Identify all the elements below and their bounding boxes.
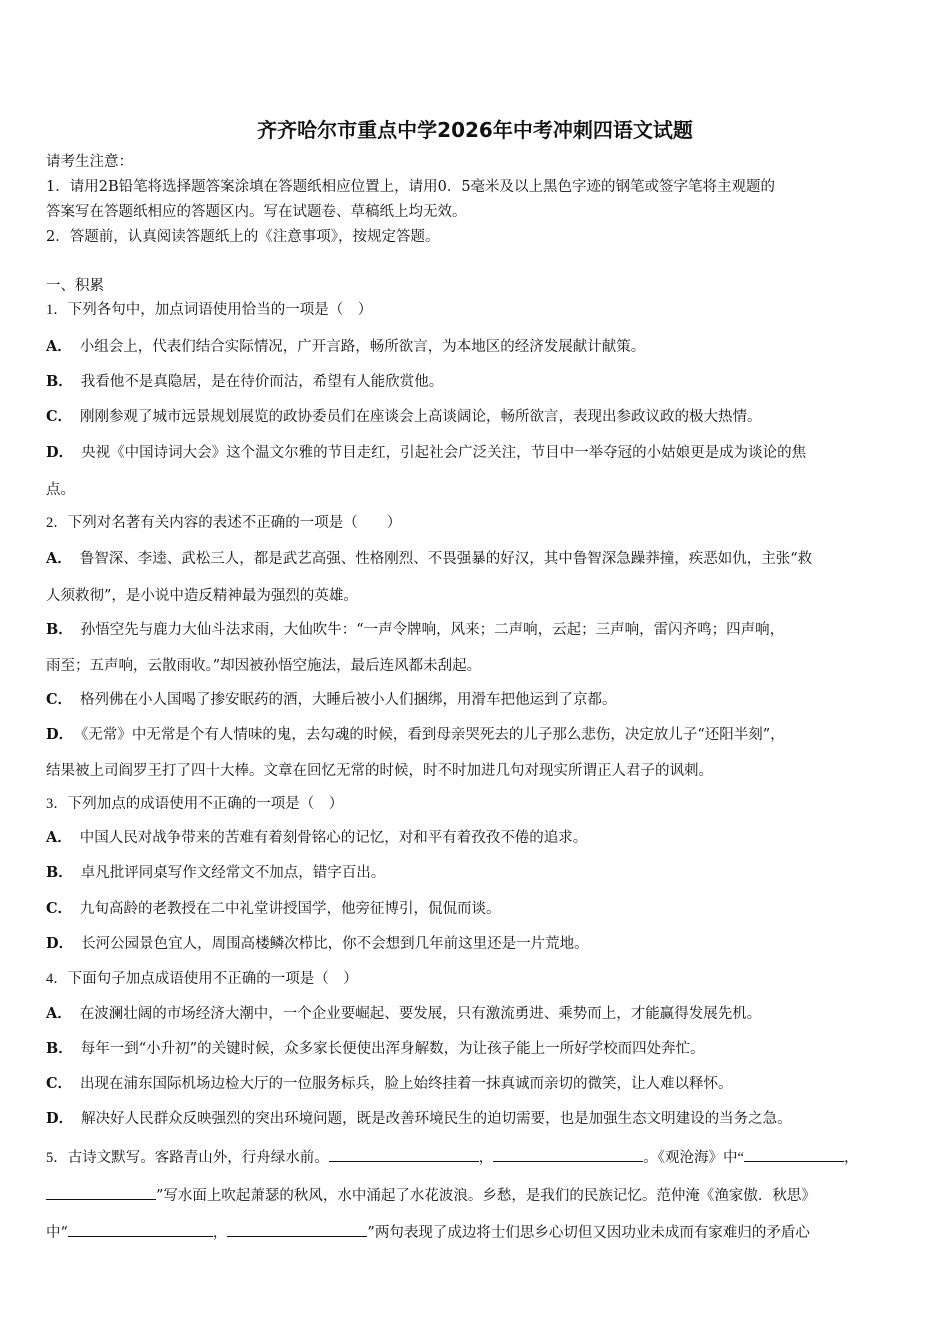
blank-line: [46, 1185, 156, 1200]
question-2-stem: 2．下列对名著有关内容的表述不正确的一项是（ ）: [46, 515, 402, 531]
blank-line: [744, 1147, 844, 1162]
question-1-stem: 1．下列各句中，加点词语使用恰当的一项是（ ）: [46, 302, 373, 318]
blank-line: [68, 1222, 213, 1237]
option-text: 我看他不是真隐居，是在待价而沽，希望有人能欣赏他。: [80, 374, 444, 390]
question-5-line-1: [46, 1147, 910, 1168]
option-text: 九旬高龄的老教授在二中礼堂讲授国学，他旁征博引，侃侃而谈。: [80, 901, 501, 917]
question-2-option-c: [46, 690, 910, 710]
option-text: 小组会上，代表们结合实际情况，广开言路，畅所欲言，为本地区的经济发展献计献策。: [79, 339, 646, 355]
option-label: B．: [46, 621, 73, 638]
q5-text: ，: [212, 1225, 228, 1241]
option-text: 卓凡批评同桌写作文经常文不加点，错字百出。: [80, 865, 386, 881]
option-label: D．: [46, 444, 74, 461]
question-1-option-d: [46, 443, 910, 463]
question-4-option-a: [46, 1004, 910, 1024]
question-4-option-b: [46, 1039, 910, 1059]
question-4-option-d: [46, 1109, 910, 1129]
question-1-option-b: [46, 372, 910, 392]
option-label: C．: [46, 691, 73, 708]
option-label: A．: [46, 338, 72, 355]
q5-text: 。《观沧海》中“: [643, 1150, 744, 1166]
section-heading: 一、积累: [46, 278, 104, 294]
q5-text: ，: [478, 1150, 494, 1166]
q5-text: 5．古诗文默写。客路青山外，行舟绿水前。: [46, 1150, 329, 1166]
question-3-option-d: [46, 934, 910, 954]
option-label: C．: [46, 408, 73, 425]
q5-text: ”写水面上吹起萧瑟的秋风，水中涌起了水花波浪。乡愁，是我们的民族记忆。范仲淹《渔家傲．秋思》: [156, 1188, 816, 1204]
q5-text: 中“: [46, 1225, 68, 1241]
option-label: B．: [46, 1040, 73, 1057]
notice-item-1: 1．请用2B铅笔将选择题答案涂填在答题纸相应位置上，请用0．5毫米及以上黑色字迹的钢笔或签字笔将主观题的: [46, 179, 776, 195]
option-label: A．: [46, 829, 72, 846]
option-text: 中国人民对战争带来的苦难有着刻骨铭心的记忆，对和平有着孜孜不倦的追求。: [79, 830, 588, 846]
question-2-option-d: [46, 725, 910, 745]
question-5-line-3: [46, 1222, 910, 1243]
q5-text: ，: [843, 1150, 859, 1166]
question-5-line-2: [46, 1185, 910, 1206]
option-label: A．: [46, 1005, 72, 1022]
option-text: 每年一到“小升初”的关键时候，众多家长便使出浑身解数，为让孩子能上一所好学校而四处奔忙。: [80, 1041, 705, 1057]
option-label: D．: [46, 1110, 74, 1127]
option-text: 在波澜壮阔的市场经济大潮中，一个企业要崛起、要发展，只有激流勇进、乘势而上，才能赢得发展先机。: [79, 1006, 762, 1022]
option-text: 央视《中国诗词大会》这个温文尔雅的节目走红，引起社会广泛关注，节目中一举夺冠的小姑娘更是成为谈论的焦: [81, 445, 807, 461]
blank-line: [227, 1222, 367, 1237]
notice-item-1-cont: 答案写在答题纸相应的答题区内。写在试题卷、草稿纸上均无效。: [46, 204, 467, 220]
option-label: D．: [46, 726, 74, 743]
question-2-option-b: [46, 620, 910, 640]
question-3-stem: 3．下列加点的成语使用不正确的一项是（ ）: [46, 796, 344, 812]
blank-line: [493, 1147, 643, 1162]
question-4-stem: 4．下面句子加点成语使用不正确的一项是（ ）: [46, 971, 358, 987]
page-title: 齐齐哈尔市重点中学2026年中考冲刺四语文试题: [257, 118, 693, 142]
option-text: 孙悟空先与鹿力大仙斗法求雨，大仙吹牛：“一声令牌响，风来；二声响，云起；三声响，雷闪齐鸣；四声响，: [80, 622, 785, 638]
question-1-option-a: [46, 337, 910, 357]
question-2-option-a-cont: 人须救彻”，是小说中造反精神最为强烈的英雄。: [46, 588, 358, 604]
option-label: A．: [46, 550, 72, 567]
option-text: 解决好人民群众反映强烈的突出环境问题，既是改善环境民生的迫切需要，也是加强生态文明建设的当务之急。: [81, 1111, 792, 1127]
option-label: B．: [46, 373, 73, 390]
option-label: B．: [46, 864, 73, 881]
option-text: 《无常》中无常是个有人情味的鬼，去勾魂的时候，看到母亲哭死去的儿子那么悲伤，决定放儿子“还阳半刻”，: [81, 727, 785, 743]
option-text: 刚刚参观了城市远景规划展览的政协委员们在座谈会上高谈阔论，畅所欲言，表现出参政议政的极大热情。: [80, 409, 762, 425]
option-text: 鲁智深、李逵、武松三人，都是武艺高强、性格刚烈、不畏强暴的好汉，其中鲁智深急躁莽撞，疾恶如仇，主张“救: [79, 551, 813, 567]
blank-line: [329, 1147, 479, 1162]
question-1-option-d-cont: 点。: [46, 482, 75, 498]
question-3-option-c: [46, 899, 910, 919]
option-text: 出现在浦东国际机场边检大厅的一位服务标兵，脸上始终挂着一抹真诚而亲切的微笑，让人难以释怀。: [80, 1076, 733, 1092]
question-3-option-a: [46, 828, 910, 848]
question-4-option-c: [46, 1074, 910, 1094]
notice-heading: 请考生注意：: [46, 154, 133, 170]
notice-item-2: 2．答题前，认真阅读答题纸上的《注意事项》，按规定答题。: [46, 229, 440, 245]
q5-text: ”两句表现了成边将士们思乡心切但又因功业未成而有家难归的矛盾心: [367, 1225, 810, 1241]
question-2-option-d-cont: 结果被上司阎罗王打了四十大棒。文章在回忆无常的时候，时不时加进几句对现实所谓正人君子的讽刺。: [46, 763, 713, 779]
option-text: 长河公园景色宜人，周围高楼鳞次栉比，你不会想到几年前这里还是一片荒地。: [81, 936, 589, 952]
question-2-option-a: [46, 549, 910, 569]
question-1-option-c: [46, 407, 910, 427]
option-label: D．: [46, 935, 74, 952]
question-3-option-b: [46, 863, 910, 883]
option-label: C．: [46, 1075, 73, 1092]
option-text: 格列佛在小人国喝了掺安眠药的酒，大睡后被小人们捆绑，用滑车把他运到了京都。: [80, 692, 617, 708]
question-2-option-b-cont: 雨至；五声响，云散雨收。”却因被孙悟空施法，最后连风都未刮起。: [46, 658, 482, 674]
option-label: C．: [46, 900, 73, 917]
